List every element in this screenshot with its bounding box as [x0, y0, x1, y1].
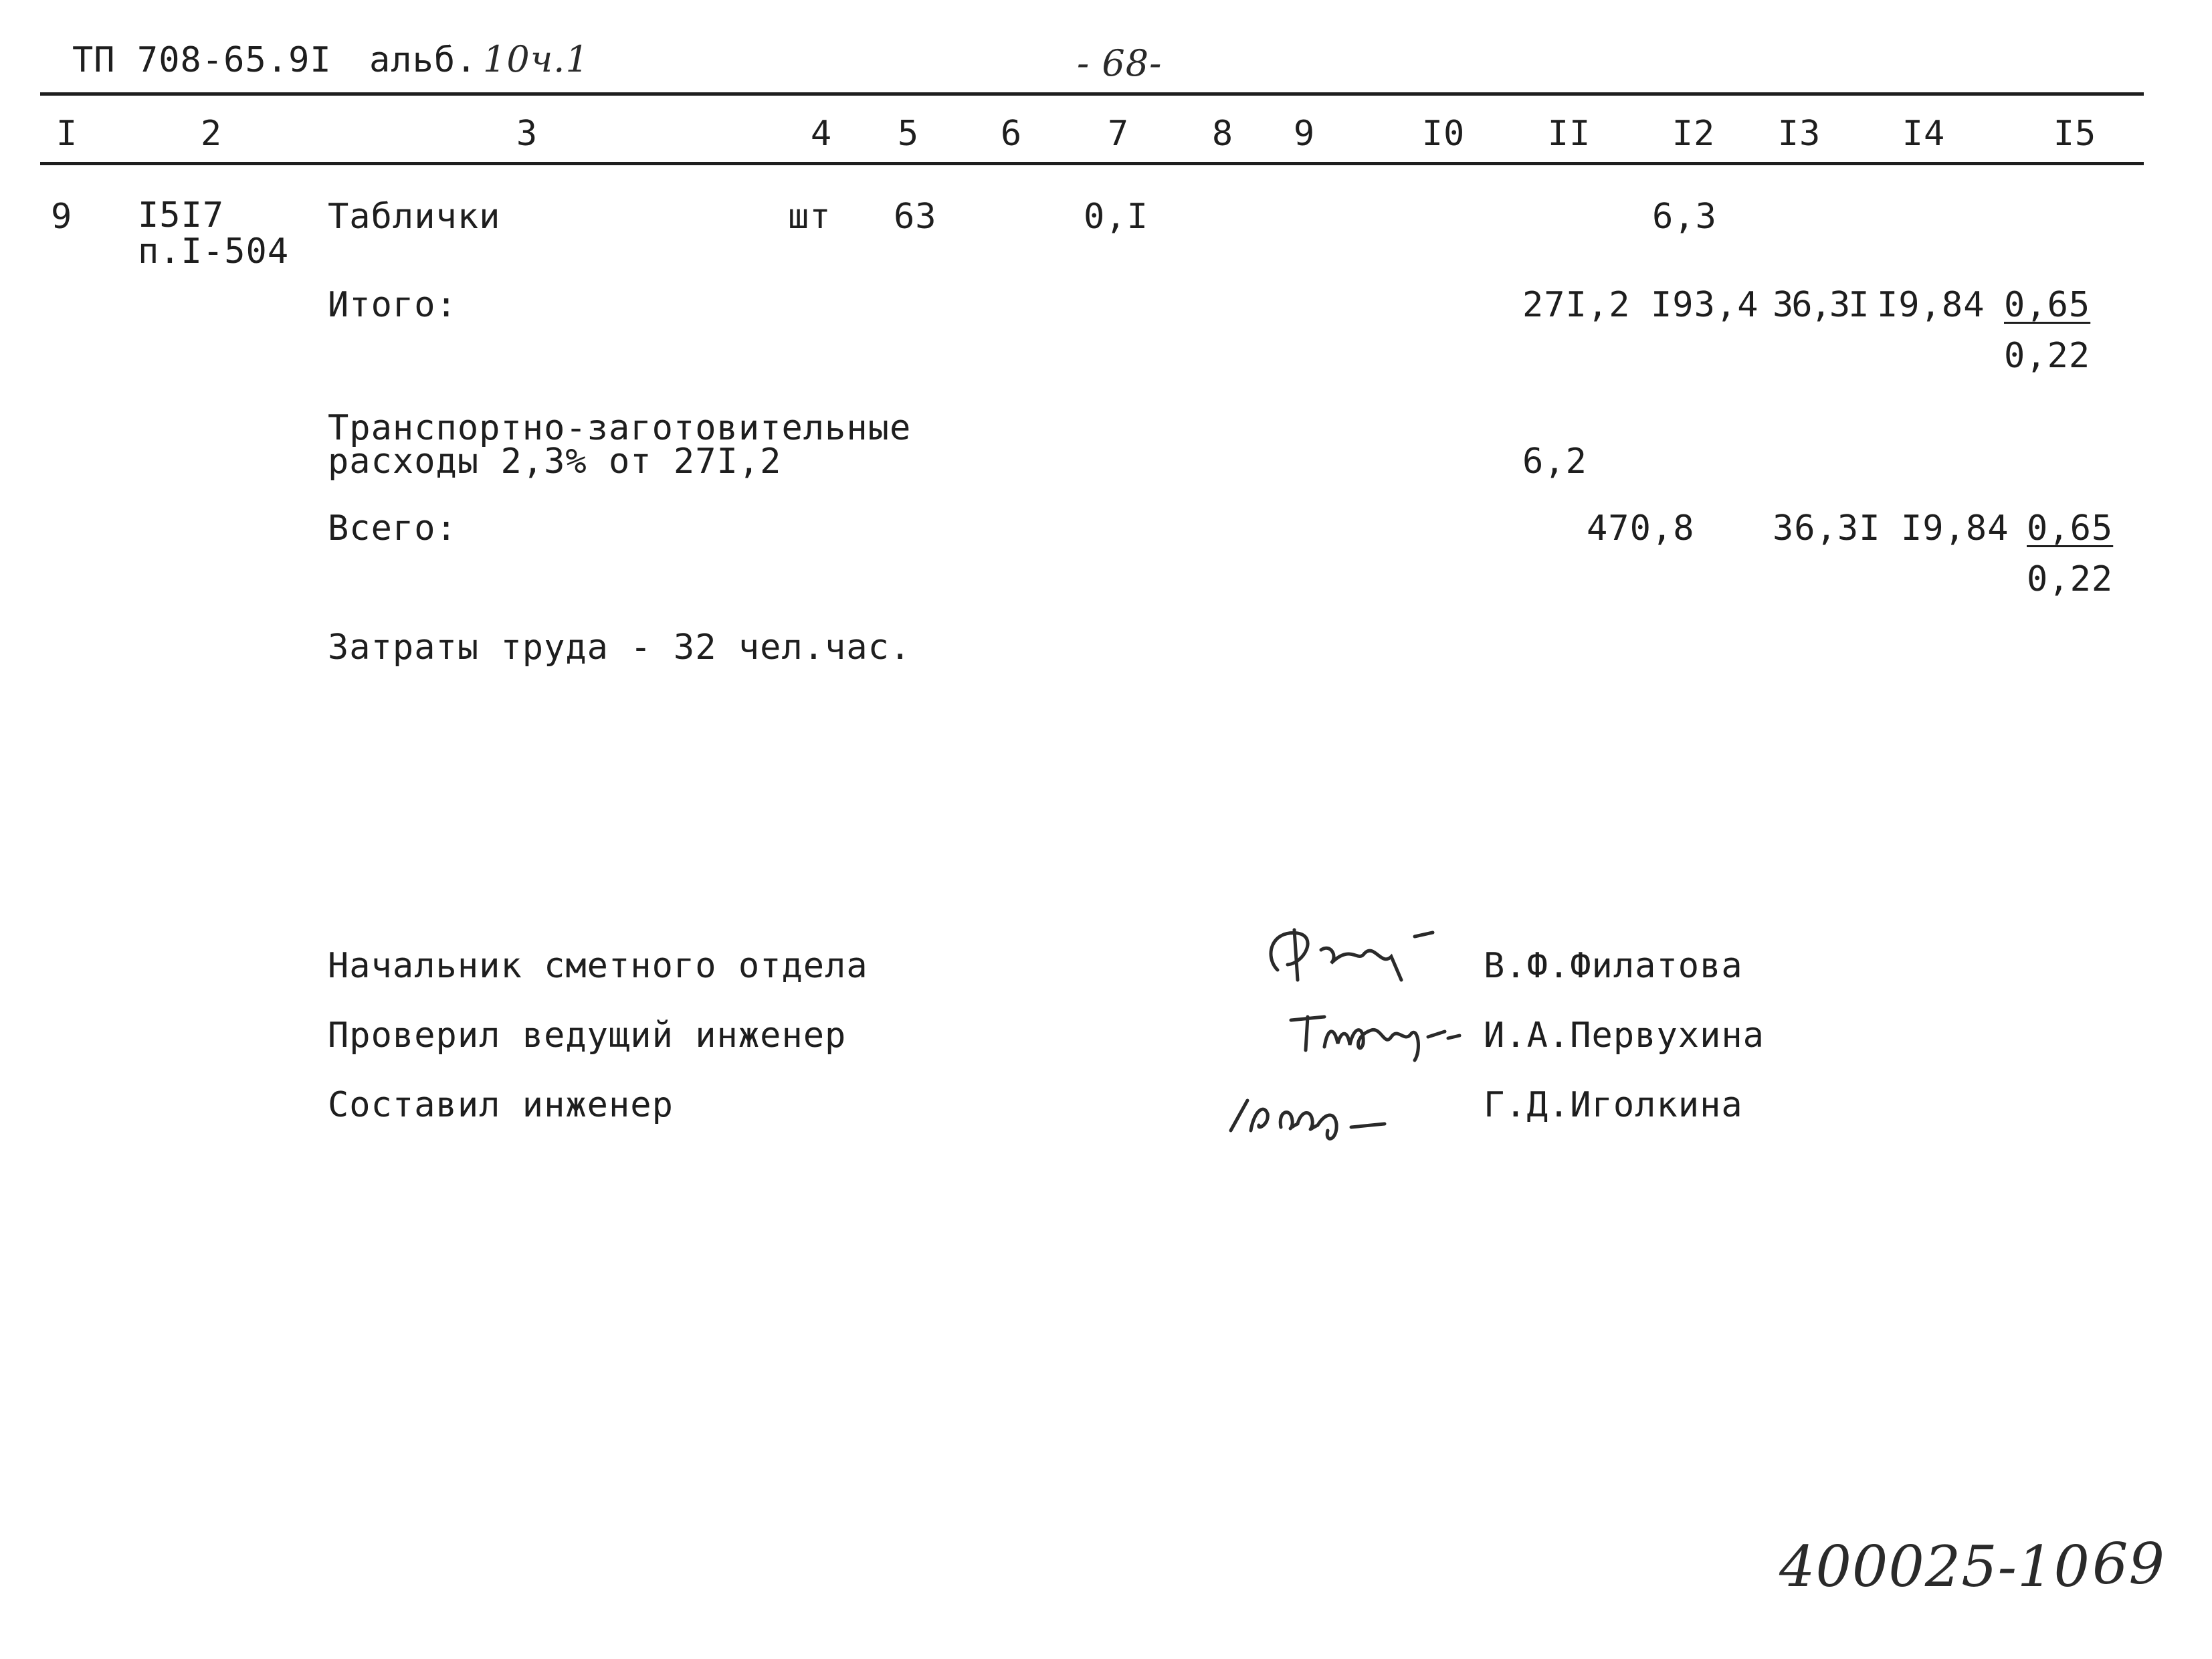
- handwritten-signature-3: [1217, 1077, 1398, 1151]
- total-col13: 36,3I: [1773, 508, 1881, 549]
- col-header-12: I2: [1672, 114, 1716, 154]
- subtotal-col14: I9,84: [1877, 285, 1985, 325]
- row-unit: шт: [788, 197, 831, 237]
- col-header-9: 9: [1293, 114, 1316, 154]
- row-number: 9: [51, 197, 73, 237]
- album-handwritten: 10ч.1: [483, 38, 589, 80]
- transport-col11: 6,2: [1522, 442, 1587, 482]
- row-quantity: 63: [894, 197, 937, 237]
- total-label: Всего:: [328, 508, 458, 549]
- col-header-14: I4: [1902, 114, 1946, 154]
- col-header-13: I3: [1777, 114, 1821, 154]
- total-col15-bottom: 0,22: [2027, 559, 2114, 599]
- labor-cost: Затраты труда - 32 чел.час.: [328, 627, 912, 668]
- row-col7-value: 0,I: [1084, 197, 1148, 237]
- handwritten-signature-2: [1284, 997, 1465, 1070]
- subtotal-col13: 36,3I: [1773, 285, 1868, 325]
- signature-name-1: В.Ф.Филатова: [1484, 946, 1743, 986]
- subtotal-col15-top: 0,65: [2004, 285, 2091, 325]
- col-header-2: 2: [200, 114, 223, 154]
- row-col12-value: 6,3: [1652, 197, 1717, 237]
- col-header-10: I0: [1421, 114, 1466, 154]
- signature-name-2: И.А.Первухина: [1484, 1015, 1765, 1056]
- subtotal-label: Итого:: [328, 285, 458, 325]
- col-header-5: 5: [897, 114, 920, 154]
- row-code: I5I7: [138, 195, 225, 235]
- header-bottom-rule: [40, 162, 2144, 165]
- total-col15-top: 0,65: [2027, 508, 2114, 549]
- handwritten-signature-1: [1258, 916, 1445, 990]
- row-code-ref: п.I-504: [138, 231, 290, 272]
- signature-role-2: Проверил ведущий инженер: [328, 1015, 847, 1056]
- signature-name-3: Г.Д.Иголкина: [1484, 1085, 1743, 1125]
- col-header-3: 3: [516, 114, 538, 154]
- album-label: альб.: [369, 40, 478, 80]
- col-header-11: II: [1547, 114, 1591, 154]
- footer-sheet-number: 69: [2092, 1531, 2165, 1597]
- signature-role-1: Начальник сметного отдела: [328, 946, 868, 986]
- col-header-7: 7: [1107, 114, 1130, 154]
- page-number: - 68-: [1077, 42, 1163, 84]
- subtotal-col11: 27I,2: [1522, 285, 1631, 325]
- total-col11: 470,8: [1587, 508, 1695, 549]
- col-header-6: 6: [1000, 114, 1023, 154]
- signature-role-3: Составил инженер: [328, 1085, 674, 1125]
- col-header-15: I5: [2053, 114, 2097, 154]
- col-header-4: 4: [810, 114, 833, 154]
- transport-line-1: Транспортно-заготовительные: [328, 408, 912, 448]
- subtotal-col15-bottom: 0,22: [2004, 336, 2091, 376]
- transport-line-2: расходы 2,3% от 27I,2: [328, 442, 782, 482]
- col-header-1: I: [56, 114, 78, 154]
- doc-code: ТП 708-65.9I: [72, 40, 332, 80]
- footer-stamp: 400025-10: [1779, 1534, 2090, 1599]
- total-col14: I9,84: [1901, 508, 2009, 549]
- top-rule: [40, 92, 2144, 96]
- subtotal-col12: I93,4: [1651, 285, 1759, 325]
- row-item-name: Таблички: [328, 197, 501, 237]
- col-header-8: 8: [1211, 114, 1234, 154]
